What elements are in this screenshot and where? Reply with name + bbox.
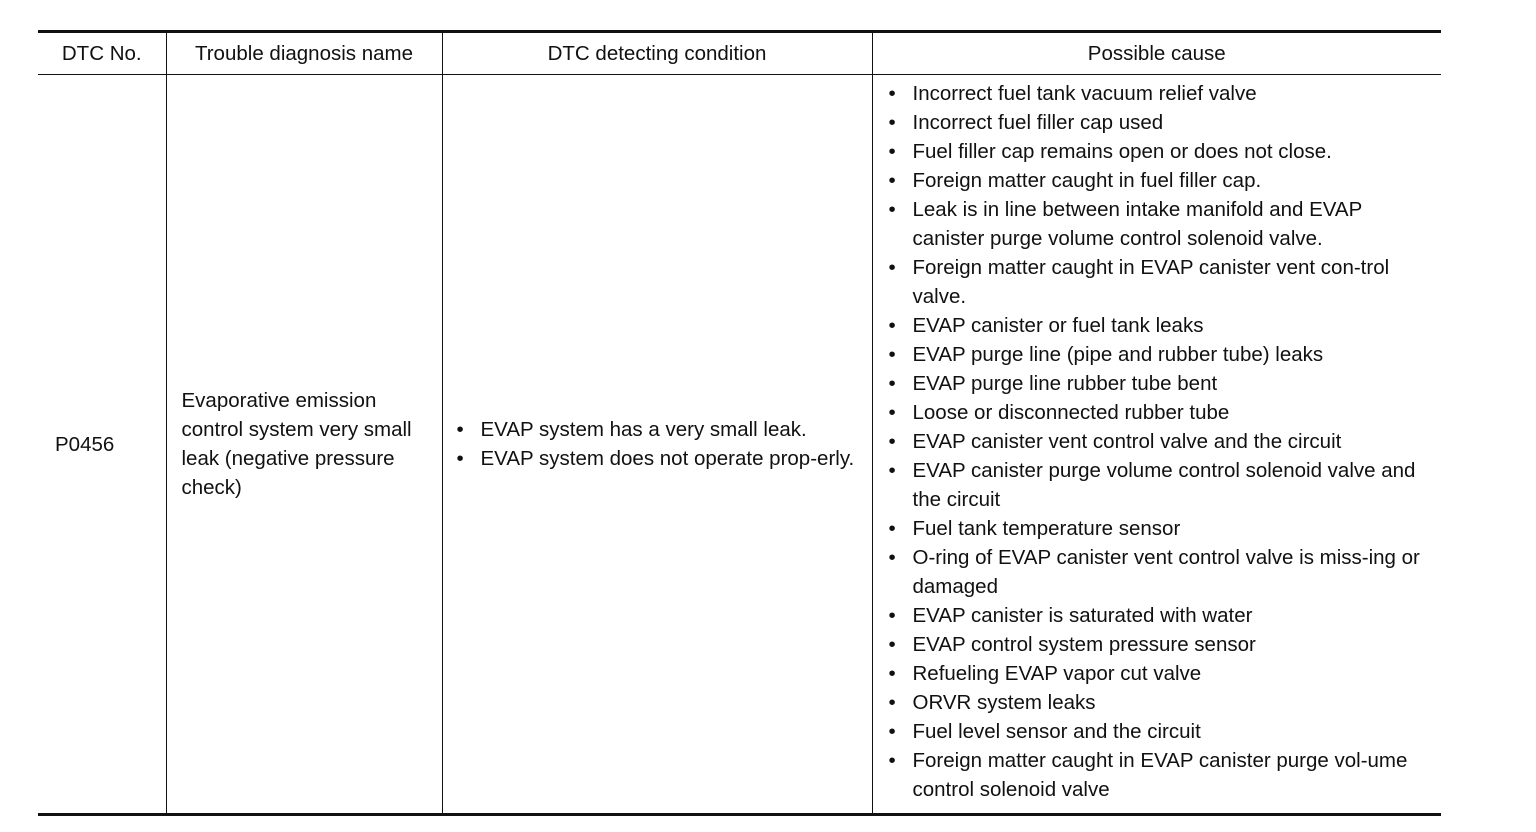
cause-item: • Fuel filler cap remains open or does not close. bbox=[887, 137, 1436, 166]
detecting-condition-cell bbox=[442, 75, 872, 815]
cause-item: • Leak is in line between intake manifold and EVAP canister purge volume control solenoid valve. bbox=[887, 195, 1436, 253]
cause-item: • Foreign matter caught in EVAP canister vent con-trol valve. bbox=[887, 253, 1436, 311]
condition-item: • EVAP system has a very small leak. bbox=[455, 415, 864, 444]
dtc-number-cell: P0456 bbox=[55, 432, 115, 456]
cause-list bbox=[887, 79, 1436, 804]
cause-item: • Foreign matter caught in fuel filler cap. bbox=[887, 166, 1436, 195]
condition-list bbox=[455, 415, 864, 473]
cause-item: • Fuel tank temperature sensor bbox=[887, 514, 1436, 543]
cause-item: • EVAP canister or fuel tank leaks bbox=[887, 311, 1436, 340]
cause-item: • Fuel level sensor and the circuit bbox=[887, 717, 1436, 746]
cause-item: • Incorrect fuel filler cap used bbox=[887, 108, 1436, 137]
dtc-table bbox=[38, 30, 1441, 816]
cause-item: • EVAP canister purge volume control solenoid valve and the circuit bbox=[887, 456, 1436, 514]
cause-item: • EVAP purge line (pipe and rubber tube) leaks bbox=[887, 340, 1436, 369]
cause-item: • EVAP canister vent control valve and the circuit bbox=[887, 427, 1436, 456]
cause-item: • ORVR system leaks bbox=[887, 688, 1436, 717]
possible-cause-cell bbox=[872, 75, 1441, 815]
cause-item: • EVAP canister is saturated with water bbox=[887, 601, 1436, 630]
cause-item: • EVAP control system pressure sensor bbox=[887, 630, 1436, 659]
cause-item: • Foreign matter caught in EVAP canister purge vol-ume control solenoid valve bbox=[887, 746, 1436, 804]
cause-item: • O-ring of EVAP canister vent control valve is miss-ing or damaged bbox=[887, 543, 1436, 601]
header-possible-cause: Possible cause bbox=[872, 32, 1441, 75]
table-header-row bbox=[38, 32, 1441, 75]
header-detecting-condition: DTC detecting condition bbox=[442, 32, 872, 75]
header-trouble-name: Trouble diagnosis name bbox=[166, 32, 442, 75]
trouble-name-cell: Evaporative emission control system very small leak (negative pressure check) bbox=[166, 75, 442, 815]
header-dtc-no: DTC No. bbox=[38, 32, 166, 75]
cause-item: • Loose or disconnected rubber tube bbox=[887, 398, 1436, 427]
condition-item: • EVAP system does not operate prop-erly. bbox=[455, 444, 864, 473]
cause-item: • Refueling EVAP vapor cut valve bbox=[887, 659, 1436, 688]
table-row bbox=[38, 75, 1441, 815]
cause-item: • Incorrect fuel tank vacuum relief valve bbox=[887, 79, 1436, 108]
cause-item: • EVAP purge line rubber tube bent bbox=[887, 369, 1436, 398]
